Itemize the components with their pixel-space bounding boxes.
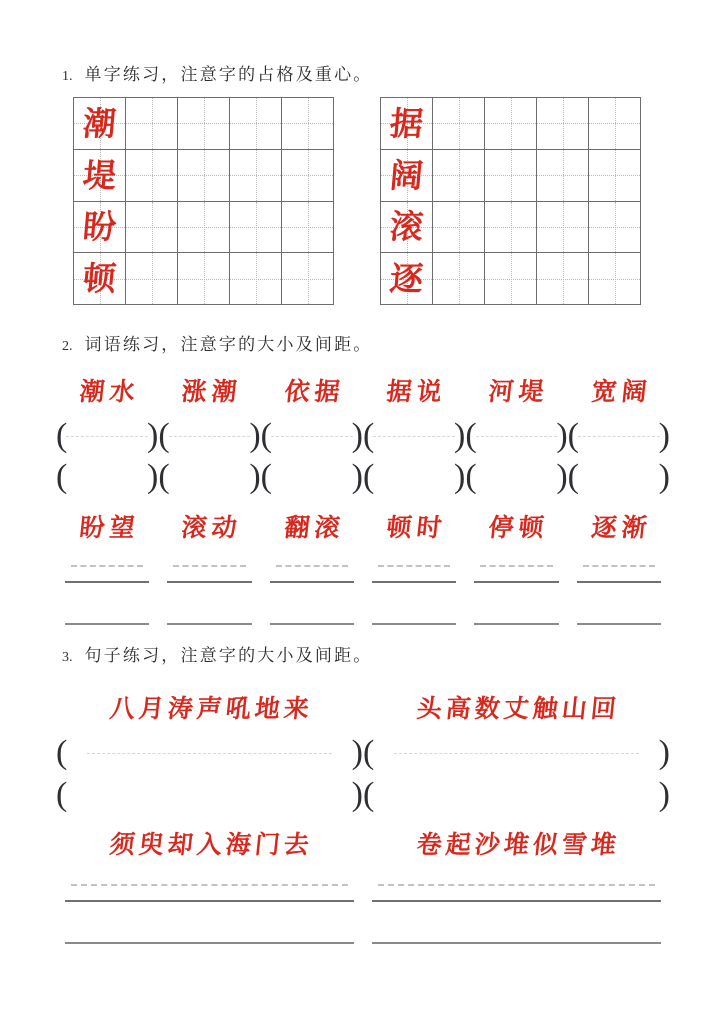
section-title: 词语练习，注意字的大小及间距。 (84, 335, 373, 355)
grid-right-cell (381, 98, 433, 150)
paren-open: ( (363, 776, 375, 813)
grid-left-cell (126, 202, 178, 254)
grid-right-cell (381, 150, 433, 202)
word-writing-slot[interactable] (372, 565, 456, 635)
baseline-rule (474, 581, 558, 583)
sentence-writing-row (56, 884, 670, 954)
grid-right-cell (537, 202, 589, 254)
model-sentence: 头高数丈触山回 (415, 693, 622, 723)
word-answer-box[interactable] (56, 418, 158, 454)
sentence-writing-slot[interactable] (65, 884, 354, 954)
sentence-model-row-2 (56, 824, 670, 864)
dashed-guide-line (276, 565, 348, 567)
baseline-rule (577, 581, 661, 583)
paren-close: ) (658, 417, 670, 454)
paren-close: ) (147, 458, 159, 495)
dashed-guide-line (476, 436, 558, 437)
dashed-guide-line (271, 436, 353, 437)
sentence-answer-box[interactable] (363, 734, 670, 772)
grid-right-cell (485, 98, 537, 150)
model-character: 据 (388, 103, 425, 143)
grid-right-cell (485, 150, 537, 202)
model-character: 盼 (81, 207, 118, 247)
grid-right-cell (485, 253, 537, 305)
character-grid-left (73, 97, 334, 305)
paren-close: ) (249, 458, 261, 495)
model-word: 河堤 (487, 376, 551, 406)
section-heading-2 (62, 330, 373, 355)
model-word: 宽阔 (589, 376, 653, 406)
dashed-guide-line (578, 436, 660, 437)
paren-open: ( (362, 417, 375, 454)
paren-open: ( (260, 458, 272, 495)
word-answer-box[interactable] (363, 459, 465, 495)
word-writing-slot[interactable] (167, 565, 251, 635)
grid-left-cell (230, 253, 282, 305)
grid-right-cell (537, 150, 589, 202)
model-sentence: 八月涛声吼地来 (108, 693, 315, 723)
model-word: 顿时 (385, 512, 449, 542)
grid-right-cell (589, 98, 641, 150)
grid-left-cell (74, 98, 126, 150)
baseline-rule-second (474, 623, 558, 625)
model-character: 阔 (388, 155, 425, 195)
paren-open: ( (567, 417, 579, 454)
paren-close: ) (249, 417, 261, 454)
paren-close: ) (556, 417, 568, 454)
baseline-rule-second (65, 942, 354, 944)
dashed-guide-line (378, 884, 655, 886)
grid-right-cell (381, 253, 433, 305)
grid-left-cell (74, 253, 126, 305)
model-character: 滚 (388, 207, 425, 247)
paren-open: ( (362, 458, 375, 495)
word-writing-row (56, 565, 670, 635)
word-writing-slot[interactable] (577, 565, 661, 635)
grid-right-cell (433, 98, 485, 150)
dashed-guide-line (87, 753, 333, 754)
grid-left-cell (178, 202, 230, 254)
baseline-rule-second (577, 623, 661, 625)
grid-right-cell (381, 202, 433, 254)
paren-close: ) (658, 734, 670, 771)
grid-left-cell (126, 98, 178, 150)
dashed-guide-line (169, 436, 251, 437)
model-character: 堤 (81, 155, 118, 195)
model-word: 依据 (282, 376, 346, 406)
paren-open: ( (158, 417, 170, 454)
baseline-rule-second (65, 623, 149, 625)
section-heading-1 (62, 60, 373, 85)
grid-left-cell (282, 202, 334, 254)
grid-left-cell (230, 98, 282, 150)
grid-left-cell (178, 253, 230, 305)
paren-open: ( (465, 458, 477, 495)
grid-right-cell (537, 253, 589, 305)
grid-left-cell (282, 98, 334, 150)
paren-open: ( (56, 734, 68, 771)
model-word: 逐渐 (589, 512, 653, 542)
word-answer-box[interactable] (261, 418, 363, 454)
dashed-guide-line (394, 753, 640, 754)
grid-right-cell (537, 98, 589, 150)
word-writing-slot[interactable] (270, 565, 354, 635)
paren-open: ( (56, 458, 68, 495)
dashed-guide-line (66, 436, 148, 437)
sentence-writing-slot[interactable] (372, 884, 661, 954)
sentence-answer-box[interactable] (56, 734, 363, 772)
baseline-rule (372, 581, 456, 583)
paren-close: ) (351, 417, 363, 454)
character-grid-right (380, 97, 641, 305)
section-number: 2. (62, 339, 73, 354)
section-title: 单字练习，注意字的占格及重心。 (84, 65, 373, 85)
word-answer-box[interactable] (465, 418, 567, 454)
model-word: 盼望 (78, 512, 142, 542)
baseline-rule-second (372, 623, 456, 625)
model-character: 逐 (388, 259, 425, 299)
model-character: 顿 (81, 259, 118, 299)
grid-right-cell (589, 202, 641, 254)
grid-left-cell (126, 150, 178, 202)
word-answer-box[interactable] (568, 459, 670, 495)
model-word: 停顿 (487, 512, 551, 542)
baseline-rule-second (167, 623, 251, 625)
model-sentence: 须臾却入海门去 (108, 829, 315, 859)
paren-close: ) (658, 776, 670, 813)
paren-open: ( (465, 417, 477, 454)
word-writing-slot[interactable] (474, 565, 558, 635)
word-answer-box[interactable] (261, 459, 363, 495)
grid-left-cell (230, 202, 282, 254)
word-model-row-2 (56, 508, 670, 546)
sentence-answer-row-2 (56, 776, 670, 814)
grid-right-cell (433, 150, 485, 202)
dashed-guide-line (373, 436, 455, 437)
paren-open: ( (567, 458, 579, 495)
paren-close: ) (351, 776, 363, 813)
paren-close: ) (351, 734, 363, 771)
model-word: 涨潮 (180, 376, 244, 406)
dashed-guide-line (378, 565, 450, 567)
grid-left-cell (178, 150, 230, 202)
sentence-answer-box[interactable] (363, 776, 670, 814)
baseline-rule (65, 581, 149, 583)
grid-left-cell (74, 202, 126, 254)
paren-close: ) (147, 417, 159, 454)
baseline-rule (167, 581, 251, 583)
word-answer-box[interactable] (56, 459, 158, 495)
paren-open: ( (56, 417, 68, 454)
grid-left-cell (282, 253, 334, 305)
dashed-guide-line (71, 884, 348, 886)
paren-open: ( (260, 417, 272, 454)
paren-close: ) (556, 458, 568, 495)
paren-open: ( (363, 734, 375, 771)
baseline-rule-second (270, 623, 354, 625)
word-answer-row-1 (56, 418, 670, 454)
model-word: 据说 (385, 376, 449, 406)
word-writing-slot[interactable] (65, 565, 149, 635)
dashed-guide-line (480, 565, 552, 567)
grid-left-cell (126, 253, 178, 305)
sentence-answer-row-1 (56, 734, 670, 772)
model-sentence: 卷起沙堆似雪堆 (415, 829, 622, 859)
word-model-row-1 (56, 372, 670, 410)
word-answer-box[interactable] (158, 459, 260, 495)
grid-right-cell (589, 150, 641, 202)
dashed-guide-line (583, 565, 655, 567)
model-word: 翻滚 (282, 512, 346, 542)
grid-left-cell (74, 150, 126, 202)
sentence-model-row-1 (56, 688, 670, 728)
grid-left-cell (282, 150, 334, 202)
word-answer-box[interactable] (568, 418, 670, 454)
baseline-rule (270, 581, 354, 583)
word-answer-box[interactable] (363, 418, 465, 454)
model-word: 潮水 (78, 376, 142, 406)
section-number: 1. (62, 69, 73, 84)
paren-close: ) (453, 417, 466, 454)
paren-open: ( (56, 776, 68, 813)
word-answer-box[interactable] (465, 459, 567, 495)
baseline-rule (65, 900, 354, 902)
sentence-answer-box[interactable] (56, 776, 363, 814)
section-number: 3. (62, 650, 73, 665)
grid-right-cell (433, 253, 485, 305)
baseline-rule (372, 900, 661, 902)
paren-close: ) (351, 458, 363, 495)
paren-close: ) (453, 458, 466, 495)
section-title: 句子练习，注意字的大小及间距。 (84, 646, 373, 666)
grid-right-cell (485, 202, 537, 254)
grid-right-cell (433, 202, 485, 254)
paren-open: ( (158, 458, 170, 495)
word-answer-row-2 (56, 459, 670, 495)
model-character: 潮 (81, 103, 118, 143)
model-word: 滚动 (180, 512, 244, 542)
dashed-guide-line (173, 565, 245, 567)
dashed-guide-line (71, 565, 143, 567)
grid-left-cell (230, 150, 282, 202)
grid-left-cell (178, 98, 230, 150)
paren-close: ) (658, 458, 670, 495)
word-answer-box[interactable] (158, 418, 260, 454)
section-heading-3 (62, 641, 373, 666)
baseline-rule-second (372, 942, 661, 944)
grid-right-cell (589, 253, 641, 305)
